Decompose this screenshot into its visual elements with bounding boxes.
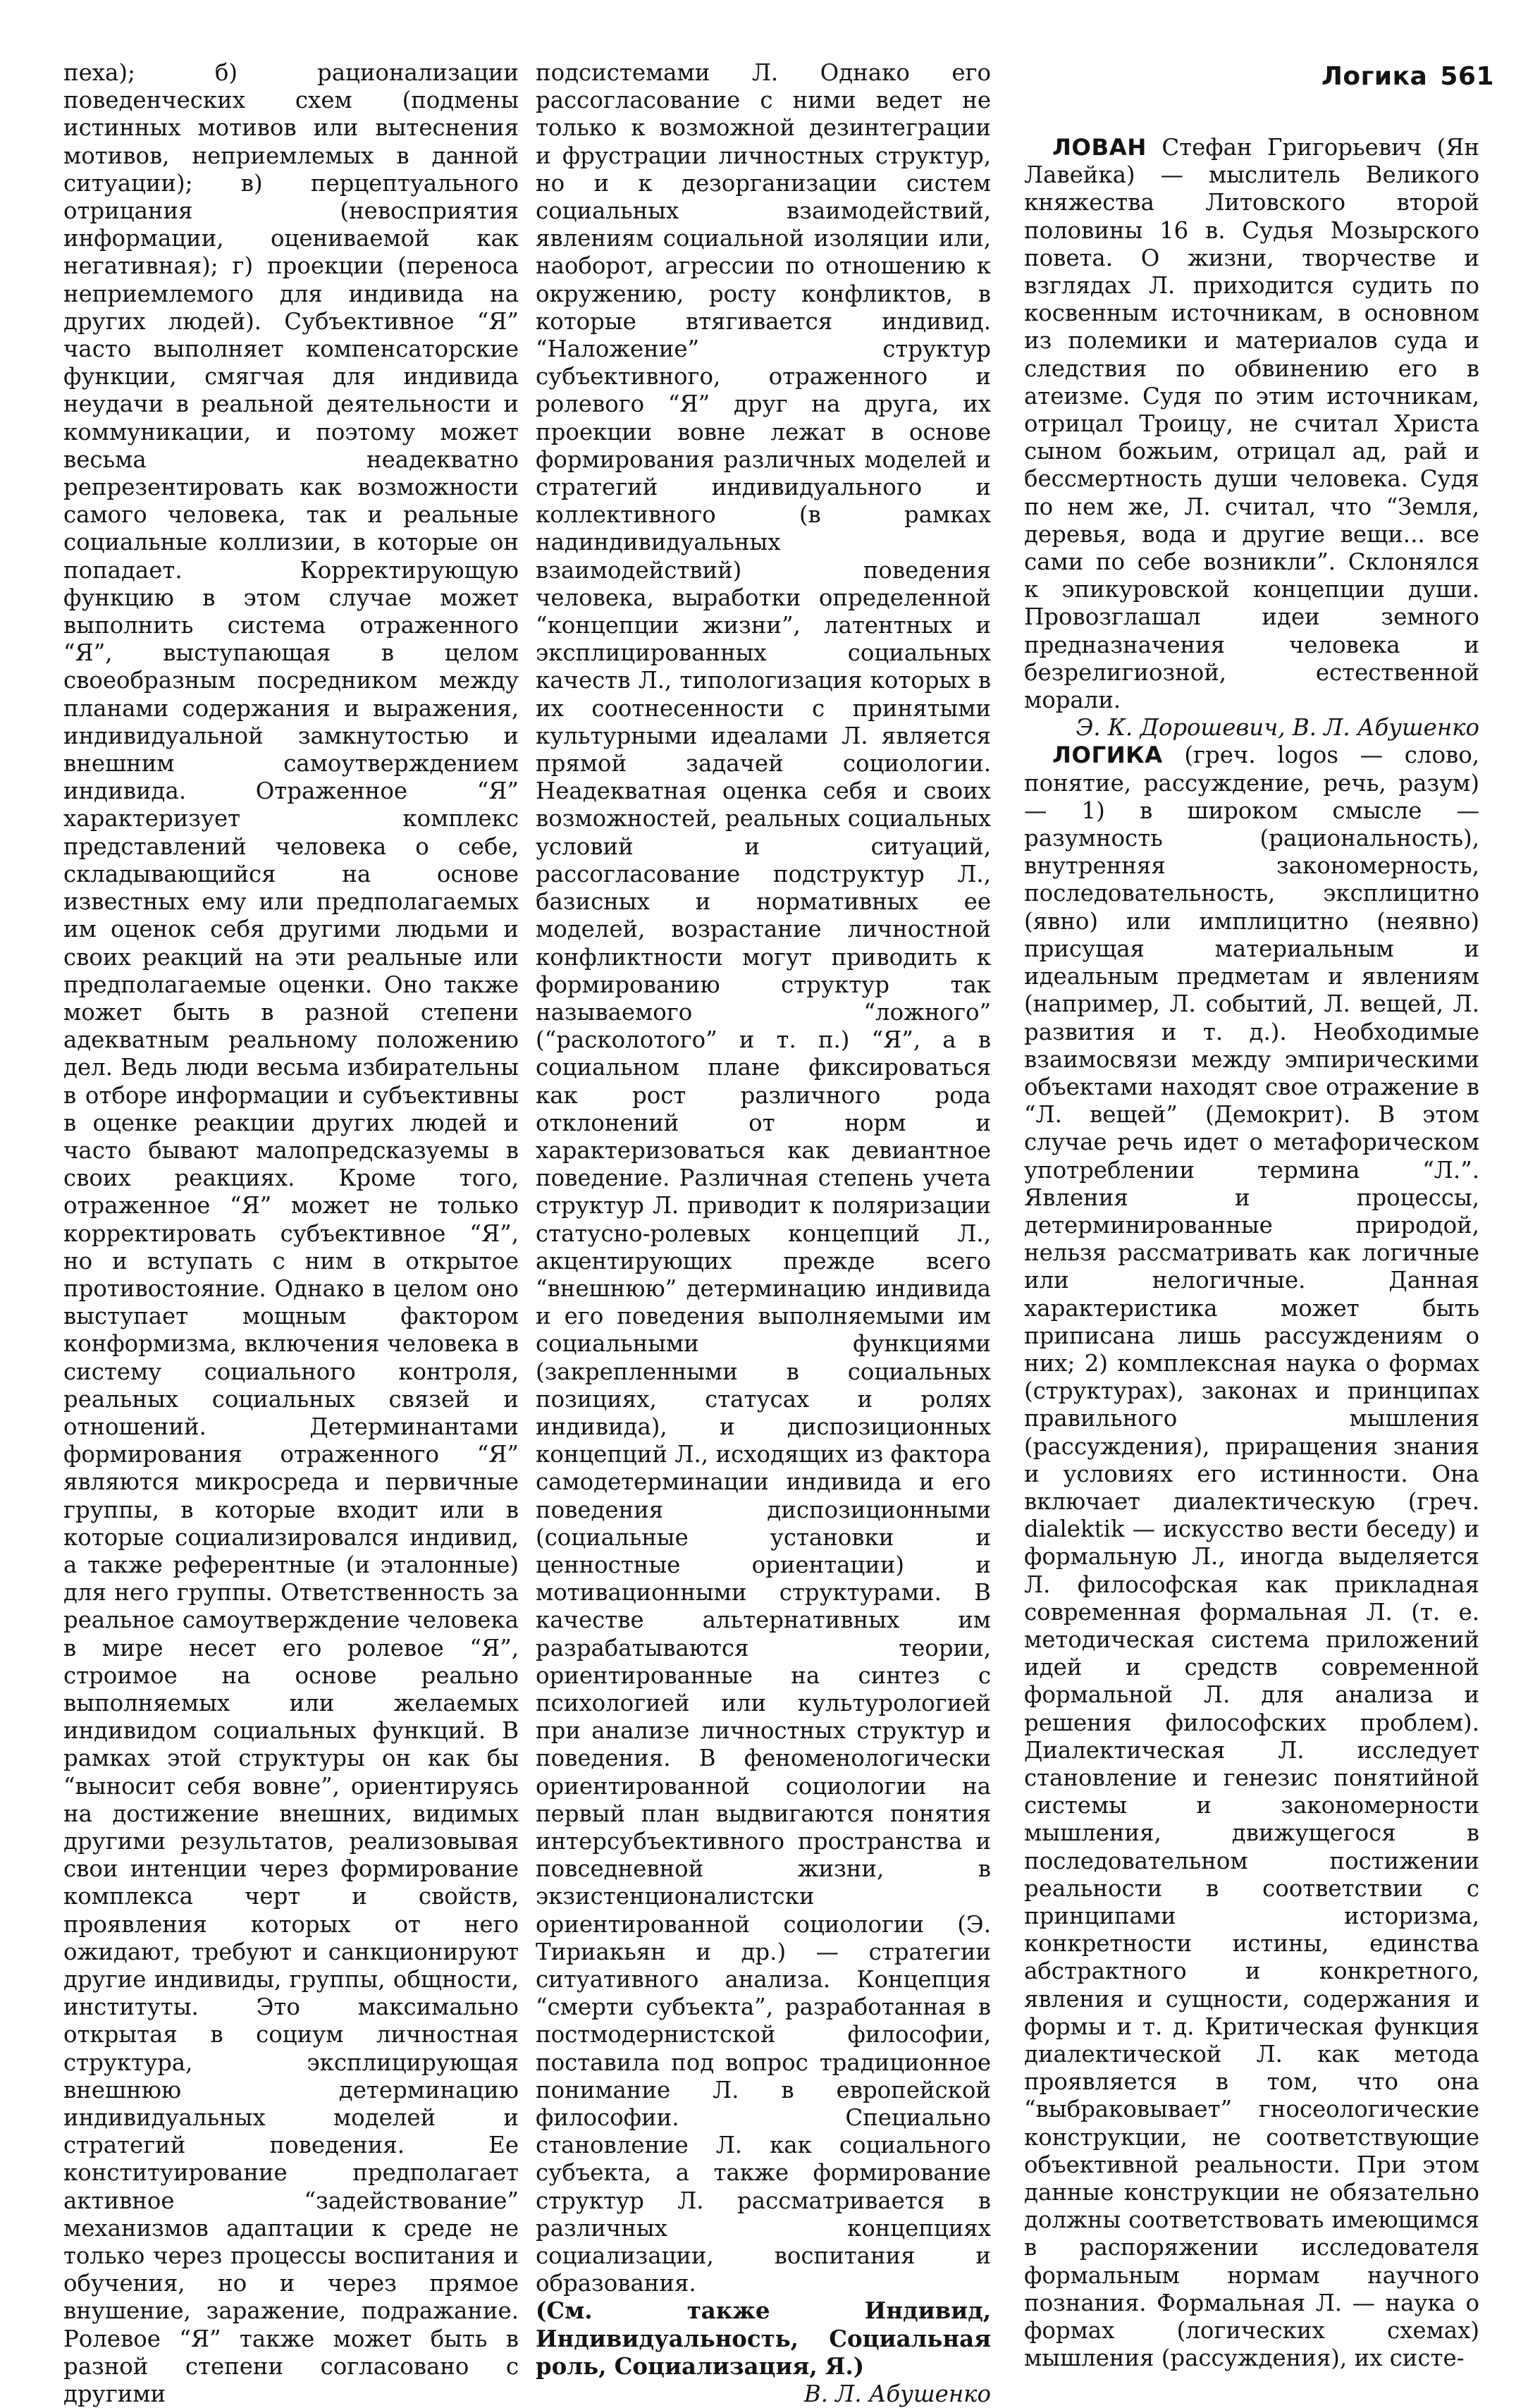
column-left-text: пеха); б) рационализации поведенческих схем (подмены истинных мотивов или вытеснения мотивов, неприемлемых в данной ситуации); в) перцептуального отрицания (невосприятия информации, оцениваемой как негативная); г) проекции (переноса неприемлемого для индивида на других людей). Субъективное “Я” часто выполняет компенсаторские функции, смягчая для индивида неудачи в реальной деятельности и коммуникации, и поэтому может весьма неадекватно репрезентировать как возможности самого человека, так и реальные социальные коллизии, в которые он попадает. Корректирующую функцию в этом случае может выполнить система отраженного “Я”, выступающая в целом своеобразным посредником между планами содержания и выражения, индивидуальной замкнутостью и внешним самоутверждением индивида. Отраженное “Я” характеризует комплекс представлений человека о себе, складывающийся на основе известных ему или предполагаемых им оценок себя другими людьми и своих реакций на эти реальные или предполагаемые оценки. Оно также может быть в разной степени адекватным реальному положению дел. Ведь люди весьма избирательны в отборе информации и субъективны в оценке реакции других людей и часто бывают малопредсказуемы в своих реакциях. Кроме того, отраженное “Я” может не только корректировать субъективное “Я”, но и вступать с ним в открытое противостояние. Однако в целом оно выступает мощным фактором конформизма, включения человека в систему социального контроля, реальных социальных связей и отношений. Детерминантами формирования отраженного “Я” являются микросреда и первичные группы, в которые входит или в которые социализировался индивид, а также референтные (и эталонные) для него группы. Ответственность за реальное самоутверждение человека в мире несет его ролевое “Я”, строимое на основе реально выполняемых или желаемых индивидом социальных функций. В рамках этой структуры он как бы “выносит себя вовне”, ориентируясь на достижение внешних, видимых другими результатов, реализовывая свои интенции через формирование комплекса черт и свойств, проявления которых от него ожидают, требуют и санкционируют другие индивиды, группы, общности, институты. Это максимально открытая в социум личностная структура, эксплицирующая внешнюю детерминацию индивидуальных моделей и стратегий поведения. Ее конституирование предполагает активное “задействование” механизмов адаптации к среде не только через процессы воспитания и обучения, но и через прямое внушение, заражение, подражание. Ролевое “Я” также может быть в разной степени согласовано с другими [63,59,519,2408]
article-logika-text: (греч. logos — слово, понятие, рассуждение, речь, разум) — 1) в широком смысле — разумность (рациональность), внутренняя закономерность, последовательность, эксплицитно (явно) или имплицитно (неявно) присущая материальным и идеальным предметам и явлениям (например, Л. событий, Л. вещей, Л. развития и т. д.). Необходимые взаимосвязи между эмпирическими объектами находят свое отражение в “Л. вещей” (Демокрит). В этом случае речь идет о метафорическом употреблении термина “Л.”. Явления и процессы, детерминированные природой, нельзя рассматривать как логичные или нелогичные. Данная характеристика может быть приписана лишь рассуждениям о них; 2) комплексная наука о формах (структурах), законах и принципах правильного мышления (рассуждения), приращения знания и условиях его истинности. Она включает диалектическую (греч. dialektik — искусство вести беседу) и формальную Л., иногда выделяется Л. философская как прикладная современная формальная Л. (т. е. методическая система приложений идей и средств современной формальной Л. для анализа и решения философских проблем). Диалектическая Л. исследует становление и генезис понятийной системы и закономерности мышления, движущегося в последовательном постижении реальности в соответствии с принципами историзма, конкретности истины, единства абстрактного и конкретного, явления и сущности, содержания и формы и т. д. Критическая функция диалектической Л. как метода проявляется в том, что она “выбраковывает” гносеологические конструкции, не соответствующие объективной реальности. При этом данные конструкции не обязательно должны соответствовать имеющимся в распоряжении исследователя формальным нормам научного познания. Формальная Л. — наука о формах (логических схемах) мышления (рассуждения), их систе- [1024,742,1479,2372]
article-logika [1024,742,1479,2372]
headword-lovan: ЛОВАН [1052,134,1147,161]
see-also-reference: (См. также Индивид, Индивидуальность, Социальная роль, Социализация, Я.) [536,2297,991,2380]
column-right [1024,134,1480,2372]
article-lovan-author: Э. К. Дорошевич, В. Л. Абушенко [1076,714,1479,742]
article-lovan-text: Стефан Григорьевич (Ян Лавейка) — мыслитель Великого княжества Литовского второй половины 16 в. Судья Мозырского повета. О жизни, творчестве и взглядах Л. приходится судить по косвенным источникам, в основном из полемики и материалов суда и следствия по обвинению его в атеизме. Судя по этим источникам, отрицал Троицу, не считал Христа сыном божьим, отрицал ад, рай и бессмертность души человека. Судя по нем же, Л. считал, что “Земля, деревья, вода и другие вещи... все сами по себе возникли”. Склонялся к эпикуровской концепции души. Провозглашал идеи земного предназначения человека и безрелигиозной, естественной морали. [1024,134,1480,714]
page-number: 561 [1440,62,1494,91]
headword-logika: ЛОГИКА [1052,742,1163,769]
article-lovan [1024,134,1479,714]
article-author: В. Л. Абушенко [803,2381,991,2408]
column-left [63,59,519,2408]
column-middle [536,59,991,2408]
running-head [1015,62,1494,91]
running-head-title: Логика [1321,62,1428,91]
column-middle-text: подсистемами Л. Однако его рассогласование с ними ведет не только к возможной дезинтеграции и фрустрации личностных структур, но и к дезорганизации систем социальных взаимодействий, явлениям социальной изоляции или, наоборот, агрессии по отношению к окружению, росту конфликтов, в которые втягивается индивид. “Наложение” структур субъективного, отраженного и ролевого “Я” друг на друга, их проекции вовне лежат в основе формирования различных моделей и стратегий индивидуального и коллективного (в рамках надиндивидуальных взаимодействий) поведения человека, выработки определенной “концепции жизни”, латентных и эксплицированных социальных качеств Л., типологизация которых в их соотнесенности с принятыми культурными идеалами Л. является прямой задачей социологии. Неадекватная оценка себя и своих возможностей, реальных социальных условий и ситуаций, рассогласование подструктур Л., базисных и нормативных ее моделей, возрастание личностной конфликтности могут приводить к формированию структур так называемого “ложного” (“расколотого” и т. п.) “Я”, а в социальном плане фиксироваться как рост различного рода отклонений от норм и характеризоваться как девиантное поведение. Различная степень учета структур Л. приводит к поляризации статусно-ролевых концепций Л., акцентирующих прежде всего “внешнюю” детерминацию индивида и его поведения выполняемыми им социальными функциями (закрепленными в социальных позициях, статусах и ролях индивида), и диспозиционных концепций Л., исходящих из фактора самодетерминации индивида и его поведения диспозиционными (социальные установки и ценностные ориентации) и мотивационными структурами. В качестве альтернативных им разрабатываются теории, ориентированные на синтез с психологией или культурологией при анализе личностных структур и поведения. В феноменологически ориентированной социологии на первый план выдвигаются понятия интерсубъективного пространства и повседневной жизни, в экзистенционалистски ориентированной социологии (Э. Тириакьян и др.) — стратегии ситуативного анализа. Концепция “смерти субъекта”, разработанная в постмодернистской философии, поставила под вопрос традиционное понимание Л. в европейской философии. Специально становление Л. как социального субъекта, а также формирование структур Л. рассматривается в различных концепциях социализации, воспитания и образования. [536,59,991,2297]
